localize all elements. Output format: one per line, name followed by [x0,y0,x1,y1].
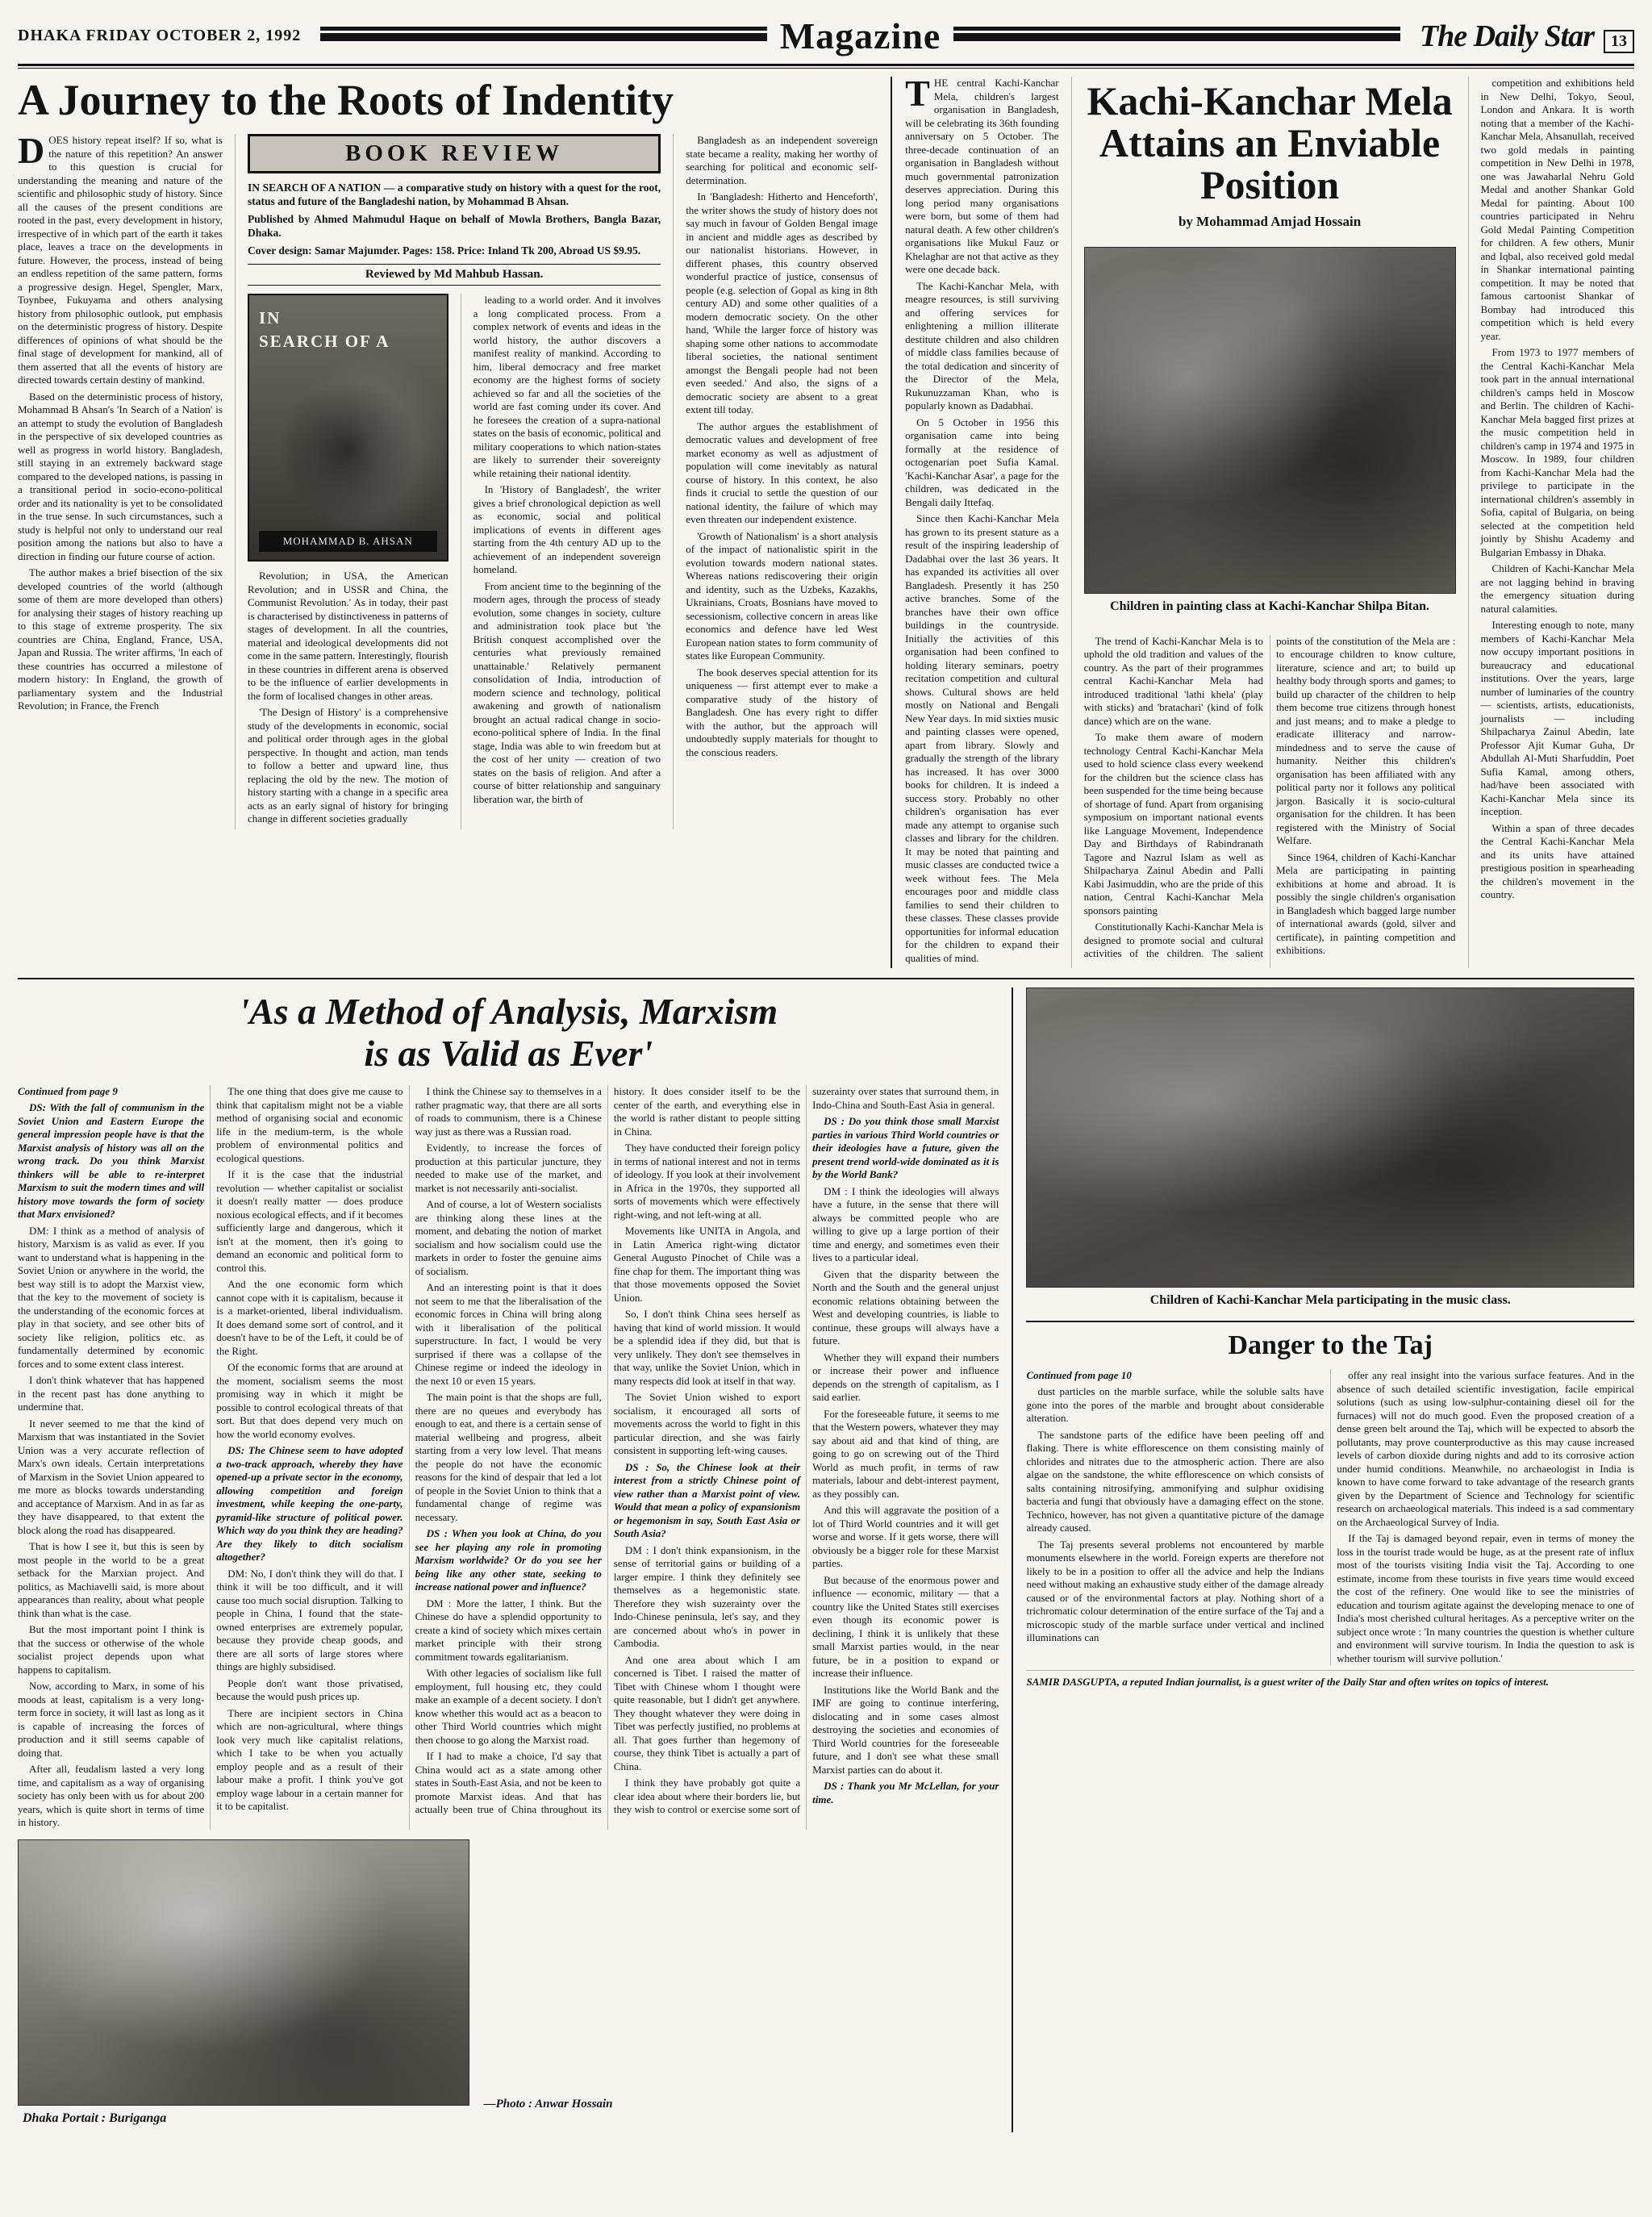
paragraph: DOES history repeat itself? If so, what is the nature of this repetition? An answer to this question is crucial for understanding the meaning and nature of the scientific and philosophic study of history. Since all the causes of the present conditions are rooted in the past, every development in history, irrespective of in which part of the earth it takes place, leaves a trace on the developments in future. However, the process, instead of being an endless repetition of the same pattern, forms a progressive design. Hegel, Spengler, Marx, Toynbee, Fukuyama and others analysing history from philosophic outlook, put emphasis on the deterministic progress of history. Despite differences of opinions of what should be the final stage of development for mankind, all of them asserted that all the events of history are directed towards certain destiny of mankind. [18,130,223,386]
paragraph: Children of Kachi-Kanchar Mela are not lagging behind in braving the emergency situation during natural calamities. [1480,562,1634,615]
buriganga-photo [18,1839,469,2106]
paragraph: DS : Do you think those small Marxist parties in various Third World countries or their ideologies have a future, given the present trend world-wide dominated as it is by the World Bank? [812,1115,999,1181]
paragraph: leading to a world order. And it involves a long complicated process. From a complex network of events and ideas in the world history, the author discovers a manifest reality of mankind. According to him, liberal democracy and free market economy are the highest forms of society achieved so far and all the societies of the world are fast coming under its cover. And he foresees the creation of a supra-national states on the basis of economic, political and military cooperations to which nation-states are likely to surrender their sovereignty while retaining their national identity. [473,294,661,479]
paragraph: DS : Thank you Mr McLellan, for your time. [812,1780,999,1806]
paragraph: DM: I think as a method of analysis of history, Marxism is as valid as ever. If you want to understand what is happening in the Soviet Union or anywhere in the world, the best way still is to adopt the Marxist view, that the key to the movement of society is the understanding of the economic forces at play in that society, and see other bits of society like religion, politics etc. as fundamentally determined by economic forces and to some extent class interest. [18,1224,205,1370]
paragraph: The author makes a brief bisection of the six developed countries of the world (although some of them are more developed than others) for analysing their stages of history reaching up to this stage of extreme prosperity. The six countries are China, England, France, USA, Japan and Russia. The writer affirms, 'In each of these countries has occurred a milestone of modern history: In England, the growth of parliamentary system and the Industrial Revolution; in France, the French [18,566,223,712]
paragraph: It never seemed to me that the kind of Marxism that was instantiated in the Soviet Union was a very accurate reflection of Marx's own ideals. Certain interpretations of Marxism in the Soviet Union appeared to me more as blocks towards understanding and acceptance of Marxism. And in as far as they have disappeared, to that extent the block along the road has disappeared. [18,1417,205,1536]
paragraph: The Taj presents several problems not encountered by marble monuments elsewhere in the world. Foreign experts are therefore not likely to be in a position to offer all the advice and help the Indians need without making an exhaustive study either of the damage already caused or of the environmental factors at play. Nothing short of a trichromatic colour determination of the entire surface of the Taj and a microscopic study of the marble surface under vertical and inclined illuminations can [1026,1538,1325,1644]
author-signature: SAMIR DASGUPTA, a reputed Indian journalist, is a guest writer of the Daily Star and often writes on topics of interest. [1026,1670,1634,1689]
headline-line2: is as Valid as Ever' [364,1032,653,1074]
kachi-head [1084,77,1456,247]
banner-rule-right [953,31,1400,41]
music-class-photo-figure [1026,987,1634,1314]
book-review-work: IN SEARCH OF A NATION — a comparative study on history with a quest for the root, status and future of the Bangladeshi nation, by Mohammad B Ahsan. [247,182,661,207]
book-review-banner: BOOK REVIEW [248,134,661,173]
paragraph: Bangladesh as an independent sovereign state became a reality, making her worthy of searching for political and economic self-determination. [686,134,878,186]
paragraph: Movements like UNITA in Angola, and in Latin America right-wing dictator General Augusto Pinochet of Chile was a fine chap for them. The important thing was that those movements opposed the Soviet Union. [613,1225,801,1304]
paragraph: Of the economic forms that are around at the moment, socialism seems the most promising way in which it might be possible to control ecological threats of that sort. But that does depend very much on how the world economy evolves. [216,1361,403,1440]
paragraph: With other legacies of socialism like full employment, full housing etc, they could make an example of a decent society. I don't know whether this would act as a beacon to other Third World countries which might then choose to go along the Marxist road. [415,1667,602,1746]
paragraph: Evidently, to increase the forces of production at this particular juncture, they needed to make use of the market, and market is not necessarily anti-socialist. [415,1142,602,1194]
paragraph: DM : I don't think expansionism, in the sense of territorial gains or building of a larger empire. I think they definitely see themselves as a hegemonistic state. Therefore they wish suzerainty over the Indo-Chinese peninsula, let's say, and they are concerned about who's in power in Cambodia. [613,1543,801,1650]
paragraph: From 1973 to 1977 members of the Central Kachi-Kanchar Mela took part in the annual international children's camps held in Moscow and Berlin. The children of Kachi-Kanchar Mela bagged first prizes at the music competition held in children's camp in 1974 and 1975 in Moscow. In 1989, four children from Kachi-Kanchar Mela had the privilege to participate in the international children's assembly in Sofia, capital of Bulgaria, on being selected at the competition held jointly by Shishu Academy and Bulgarian Embassy in Dhaka. [1480,346,1634,558]
paragraph: And this will aggravate the position of a lot of Third World countries and it will get worse and worse. If it gets worse, there will obviously be a bigger role for these Marxist parties. [812,1504,999,1570]
paragraph: The one thing that does give me cause to think that capitalism might not be a viable method of organising social and economic life in the medium-term, is the whole problem of environmental politics and ecological questions. [216,1085,403,1164]
paragraph: I don't think whatever that has happened in the recent past has done anything to undermine that. [18,1374,205,1413]
paragraph: From ancient time to the beginning of the modern ages, through the process of steady evolution, some changes in society, culture and administration took place but 'the British conquest accomplished over the centuries what previously remained unattainable.' Relatively permanent consolidation of India, introduction of modern science and technology, political awakening and growth of nationalism brought an actual radical change in socio-econo-political sphere of India. In the final stage, India was able to win freedom but at the cost of her unity — creation of two states on the basis of religion. And after a course of bitter relationship and sanguinary liberation war, the birth of [473,579,661,805]
dateline: DHAKA FRIDAY OCTOBER 2, 1992 [18,27,302,44]
book-cover-image [248,294,448,562]
journey-columns [18,130,878,829]
page-header [18,11,1634,64]
article-kachi-kanchar [891,73,1634,968]
journey-column-1 [18,130,223,829]
taj-text-flow [1026,1369,1634,1665]
banner-rule-left [320,31,767,41]
paragraph: That is how I see it, but this is seen by most people in the world to be a great setback for the Marxian project. And politics, as Machiavelli said, is more about appearances than reality, about what people think than what is the case. [18,1540,205,1619]
paragraph: For the foreseeable future, it seems to me that the Western powers, whatever they may say about aid and that kind of thing, are going to go on screwing out of the Third World as much profit, in terms of raw materials, labour and debt-interest payment, as they possibly can. [812,1407,999,1500]
book-cover-author: MOHAMMAD B. AHSAN [259,531,437,552]
paragraph: Whether they will expand their numbers or increase their power and influence depends on the strength of capitalism, as I said earlier. [812,1351,999,1404]
page-number: 13 [1604,30,1634,53]
book-cover-title-line2: SEARCH OF A [258,331,390,351]
paragraph: Institutions like the World Bank and the IMF are going to continue interfering, dislocating and in some cases almost destroying the societies and economies of Third World countries for the foreseeable future, and I don't see what these small Marxist parties can do about it. [812,1683,999,1776]
paragraph: DS: With the fall of communism in the Soviet Union and Eastern Europe the general impression people have is that the Marxist analysis of history was all on the wrong track. Do you think Marxist thinkers will be able to re-interpret Marxism to suit the modern times and will history move towards the form of society that Marx envisioned? [18,1101,205,1221]
paragraph: DM : More the latter, I think. But the Chinese do have a splendid opportunity to create a kind of society which mixes certain market principle with their strong commitment towards egalitarianism. [415,1597,602,1663]
continued-from-note: Continued from page 9 [18,1085,118,1098]
masthead [1420,19,1634,54]
paragraph: But the most important point I think is that the success or otherwise of the whole socialist project depends upon what happens to capitalism. [18,1623,205,1676]
marxism-text-flow [18,1085,999,1830]
journey-column-3 [461,294,661,829]
paragraph: And the one economic form which cannot cope with it is capitalism, because it is a market-oriented, liberal individualism. It does demand some sort of control, and it doesn't have to be of the Left, it could be of the Right. [216,1278,403,1357]
paragraph: There are incipient sectors in China which are non-agricultural, where things look very much like capitalist relations, which I take to be when you actually employ people and as a result of their labour make a profit. I think you've got employ wage labour in a certain manner for it to be capitalist. [216,1706,403,1813]
paragraph: DS : When you look at China, do you see her playing any role in promoting Marxism worldwide? Or do you see her being like any other state, seeking to increase national power and influence? [415,1527,602,1593]
article-byline: by Mohammad Amjad Hossain [1178,214,1362,229]
kachi-columns [905,73,1634,968]
paragraph: DS: The Chinese seem to have adopted a two-track approach, whereby they have opened-up a private sector in the economy, allowing competition and foreign investment, while keeping the one-party, pyramid-like structure of political power. Which way do you think they are heading? Are they likely to ditch socialism altogether? [216,1444,403,1564]
paragraph: They have conducted their foreign policy in terms of national interest and not in terms of ideology. If you look at their involvement in Africa in the 1970s, they supported all sorts of movements which were effectively right-wing, and not left-wing at all. [613,1142,801,1221]
continued-from-note: Continued from page 10 [1026,1369,1132,1382]
bottom-row [18,978,1634,2132]
paragraph: If I had to make a choice, I'd say that China would act as a state among other states in South-East Asia, and not be keen to promote Marxist ideas. And that has actually been true of China throughout its history. It does consider itself to be the center of the earth, and everything else in the world is rather distant to people sitting in China. [415,1085,801,1816]
journey-column-2-text [248,570,448,826]
painting-class-photo [1084,247,1456,594]
book-cover-title [259,307,437,353]
book-cover-title-line1: IN [258,308,282,328]
paragraph: Since 1964, children of Kachi-Kanchar Mela are participating in painting exhibitions at home and abroad. It is possibly the single children's organisation in Bangladesh which bagged large number of international awards (gold, silver and certificate), in painting competition and exhibitions. [1276,850,1456,957]
music-class-photo-caption: Children of Kachi-Kanchar Mela participating in the music class. [1149,1293,1511,1307]
journey-column-2 [248,294,448,829]
paragraph: 'Growth of Nationalism' is a short analysis of the impact of nationalistic spirit in the evolution towards modern national states. Whereas nations rediscovering their origin and identity, such as the Uzbeks, Kazakhs, Ukrainians, Croats, Bosnians have moved to secessionism, collective concern in areas like economics and defence have led West European nation states to form community of states like European Community. [686,529,878,662]
buriganga-photo-caption: Dhaka Portait : Buriganga [23,2111,167,2125]
kachi-column-4 [1468,77,1634,968]
header-rule [18,64,1634,69]
paragraph: And an interesting point is that it does not seem to me that the liberalisation of the economic forces in China will bring along with it liberalisation of the political superstructure. In fact, I would be very surprised if there was a collapse of the Chinese regime or indeed the ideology in the next 10 or even 15 years. [415,1281,602,1387]
article-marxism-interview [18,987,1012,2132]
masthead-logo: The Daily Star [1419,19,1594,53]
taj-paragraphs [1026,1369,1634,1665]
paragraph: DM : I think the ideologies will always have a future, in the sense that there will always be committed people who are willing to give up a large portion of their time and energy, and sometimes even their lives to a particular ideal. [812,1184,999,1264]
music-class-photo [1026,987,1634,1288]
paragraph: To make them aware of modern technology Central Kachi-Kanchar Mela used to hold science class every weekend for the children but the science class has been suspended for the time being because of shortage of fund. Apart from organising symposium on important national events like Language Movement, Independence Day and Birthdays of Rabindranath Tagore and Nazrul Islam as well as Shilpacharya Zainul Abedin and Palli Kabi Jasimuddin, who are the pride of this nation, Central Kachi-Kanchar Mela sponsors painting [1083,731,1264,916]
journey-middle [235,134,661,829]
paragraph: If the Taj is damaged beyond repair, even in terms of money the loss in the tourist trade would be huge, as at the present rate of influx most of the tourists visiting India visit the Taj. According to one estimate, income from these tourists in five years time would exceed the cost of the refinery. One would like to see the ministries of education and tourism agitate against the developing menace to one of India's most cherished cultural heritages. As a perceptive writer on the subject once wrote : 'In many countries the question is whether culture and environment will survive tourism. In India the question to ask is whether tourism will survive pollution.' [1337,1532,1634,1664]
paragraph: And of course, a lot of Western socialists are thinking along these lines at the moment, and debating the notion of market socialism and how socialism could use the markets in order to foster the genuine aims of socialism. [415,1198,602,1277]
paragraph: The book deserves special attention for its uniqueness — first attempt ever to make a comparative study of the history of Bangladesh. One has every right to differ with the author, but the approach will undoubtedly supply materials for thought to the conscious readers. [686,666,878,758]
paragraph: THE central Kachi-Kanchar Mela, children's largest organisation in Bangladesh, will be celebrating its 36th founding anniversary on 5 October. The three-decade continuation of an organisation in Bangladesh without much governmental patronization deserves appreciation. During this long period many organisations were born, but some of them had natural death. A few other children's organisations like Mukul Fauz or Khelaghar are not that active as they were one decade back. [905,73,1059,275]
paragraph: If it is the case that the industrial revolution — whether capitalist or socialist it doesn't really matter — does produce noxious ecological effects, and if it becomes sufficiently large and dangerous, which it isn't at the moment, then it's going to demand an economic and political form to control this. [216,1168,403,1274]
section-title: Magazine [779,15,941,56]
paragraph: And one area about which I am concerned is Tibet. I raised the matter of Tibet with Chinese whom I thought were quite reasonable, but I didn't get anywhere. They thought whatever they were doing in Tibet was perfectly justified, no problems at all. That goes further than hegemony of course, they think Tibet is actually a part of China. [613,1653,801,1772]
section-banner [320,15,1400,57]
article-headline: Danger to the Taj [1228,1330,1433,1361]
paragraph: The Kachi-Kanchar Mela, with meagre resources, is still surviving and offering services for enlightening a million illiterate destitute children and also children of middle class families because of the total dedication and sincerity of the Director of the Mela, Rukunuzzaman Khan, who is popularly known as Dadabhai. [905,279,1059,411]
paragraph: Given that the disparity between the North and the South and the general unjust economic relations obtaining between the West and developing countries, is liable to continue, these groups will always have a future. [812,1267,999,1347]
paragraph: The sandstone parts of the edifice have been peeling off and flaking. There is white efflorescence on them consisting mainly of chlorides and nitrates due to the atmospheric action. There are also algae on the sandstone, the white efflorescence on which consists of salts containing nitrosifying, ammonifying and sulphur oxidising bacteria and fungi that obviously have a damaging effect on the stone. Technico, however, has not given a quantitative picture of the damage already caused. [1026,1428,1325,1534]
paragraph: Since then Kachi-Kanchar Mela has grown to its present stature as a result of the inspiring leadership of Dadabhai over the last 36 years. It has expanded its activities all over Bangladesh. Presently it has 250 active branches. Some of the branches have their own office buildings in the countryside. Initially the activities of this organisation had been confined to holding literary seminars, poetry recitation competition and cultural shows. Cultural shows are held mostly on National and Bengali New Year days. In mid sixties music and painting classes were opened, apart from library. Slowly and gradually the strength of the library has increased. It has over 3000 books for children. It is indeed a success story. Probably no other children's organisation has ever made any attempt to organise such classes and library for the children. It may be noted that painting and music classes are conducted twice a week without fees. The Mela encourages poor and middle class families to send their children to these classes. These classes provide opportunities for informal education for the children to expand their qualities of mind. [905,512,1059,964]
paragraph: The author argues the establishment of democratic values and development of free market economy as well as adjustment of population will come inevitably as natural course of history. In this context, he also finds it crucial to settle the question of our national identity, the failure of which may even threaten our independent existence. [686,420,878,526]
paragraph: 'The Design of History' is a comprehensive study of the developments in economic, social and political order through ages in the global perspective. In thought and action, man tends to follow a better and upward line, thus replacing the old by the new. The motion of history starting with a change in a specific area acts as an early signal of history for bringing change in different societies gradually [247,706,448,825]
journey-middle-columns [248,294,661,829]
paragraph: Within a span of three decades the Central Kachi-Kanchar Mela and its units have attained prestigious position in spearheading the children's movement in the country. [1480,821,1634,900]
headline-line1: 'As a Method of Analysis, Marxism [239,991,778,1032]
paragraph: After all, feudalism lasted a very long time, and capitalism as a way of organising society has only been with us for about 200 years, which is quite short in terms of time in history. [18,1763,205,1829]
book-review-details: Cover design: Samar Majumder. Pages: 158. Price: Inland Tk 200, Abroad US $9.95. [247,244,641,257]
paragraph: In 'History of Bangladesh', the writer gives a brief chronological depiction as well as economic, social and political implications of events in different ages starting from the 4th century AD up to the achievement of an independent sovereign homeland. [473,483,661,576]
article-headline: A Journey to the Roots of Indentity [18,76,674,124]
journey-column-4 [673,134,878,829]
paragraph: I think they have probably got quite a clear idea about where their borders lie, but they wish to control or exercise some sort of suzerainty over states that surround them, in Indo-China and South-East Asia in general. [613,1085,999,1816]
paragraph: In 'Bangladesh: Hitherto and Henceforth', the writer shows the study of history does not say much in favour of Golden Bengal image in ancient and middle ages as described by our nationalist historians. However, in different phases, this country observed wonderful practice of justice, consensus of people (e.g. selection of Gopal as king in 8th century AD) and some other qualities of a modern democratic society. On the other hand, 'While the larger force of history was shaping some other nations to accommodate liberal societies, the national sentiment amongst the Bengali people had not been even seeded.' And also, the signs of a democratic society are absent to a great extent till today. [686,190,878,416]
reviewed-by: Reviewed by Md Mahbub Hassan. [248,264,661,286]
buriganga-photo-figure [18,1839,469,2132]
paragraph: People don't want those privatised, because the would push prices up. [216,1676,403,1703]
book-review-info [248,182,661,257]
painting-class-photo-figure [1084,247,1456,628]
paragraph: Constitutionally Kachi-Kanchar Mela is designed to promote social and cultural activities of the children. The salient points of the constitution of the Mela are : to encourage children to know culture, literature, science and art; to build up healthy body through sports and games; to build up character of the children to help them become true citizens through honest and just means; and to make a pledge to eradicate illiteracy and narrow-mindedness and to serve the cause of humanity. Neither this children's organisation has been affiliated with any political party nor it follows any political jargon. Basically it is socio-cultural organisation for the children. It has been registered with the Ministry of Social Welfare. [1083,634,1456,960]
article-headline [18,987,999,1085]
paragraph: competition and exhibitions held in New Delhi, Tokyo, Seoul, London and Ankara. It is worth noting that a member of the Kachi-Kanchar Mela, Ahsanullah, received two gold medals in painting competition in New Delhi in 1978, one was Jawaharlal Nehru Gold Medal and another Shankar Gold Medal for painting. About 100 countries participated in Nehru Gold Medal Painting Competition for children. A few others, Munir and Iqbal, also received gold medal in Shankar international painting competition. It may be noted that famous cartoonist Shankar of Bombay had introduced this competition which is held every year. [1480,77,1634,342]
article-journey-roots [18,77,891,968]
paragraph: dust particles on the marble surface, while the soluble salts have gone into the pores of the marble and brought about considerable alteration. [1026,1385,1325,1425]
article-headline: Kachi-Kanchar Mela Attains an Enviable Position [1087,78,1453,207]
paragraph: So, I don't think China sees herself as having that kind of world mission. It would be a splendid idea if they did, but that is very unlikely. They don't see themselves in that way, unlike the Soviet Union, which in many respects did look at itself in that way. [613,1308,801,1387]
paragraph: Revolution; in USA, the American Revolution; and in USSR and China, the Communist Revolution.' As in today, their past is characterised by distinctiveness in patterns of stages of development. In all the countries, material and ideological developments did not come in the same pattern. Interestingly, flourish in these countries in different arena is observed to be the influence of earlier developments in the form of localised changes in other areas. [247,570,448,702]
paragraph: On 5 October in 1956 this organisation came into being formally at the residence of octogenarian poet Sufia Kamal. 'Kachi-Kanchar Asar', a page for the children, was dedicated in the Bengali daily Ittefaq. [905,415,1059,508]
article-danger-to-taj [1026,1321,1634,1689]
paragraph: But because of the enormous power and influence — economic, military — that a country like the United States still exercises even though its economic power is declining, I think it is unlikely that these small Marxist parties would, in the near future, be in a position to expand or increase their influence. [812,1573,999,1680]
buriganga-photo-row [18,1839,999,2132]
paragraph: offer any real insight into the various surface features. And in the absence of such detailed scientific investigation, facile empirical solutions (such as using low-sulphur-containing diesel oil for the furnaces) will not do much good. Even the proposed creation of a dense green belt around the Taj, which will be expected to absorb the pollutants, may prove counterproductive as this may cause increased levels of carbon dioxide during nights and add to its corrosive action under humid conditions. Meanwhile, no archaeologist in India is known to have come forward to take advantage of the research grants given by the Department of Science and Technology for scientific research on archaeological materials. This indeed is a sad commentary on the Archaeological Survey of India. [1337,1369,1634,1528]
painting-class-photo-caption: Children in painting class at Kachi-Kanchar Shilpa Bitan. [1110,599,1430,614]
book-cover-figure [273,362,423,521]
paragraph: Based on the deterministic process of history, Mohammad B Ahsan's 'In Search of a Nation' is an attempt to study the evolution of Bangladesh in the perspective of six developed countries as well as progress in world history. Bangladesh, still staying in an extremely backward stage compared to the developed nations, is passing in a transitional period in socio-econo-political order and its nationality is yet to be consolidated in the true sense. In such circumstances, such a study is helpful not only to understand our real position among the nations but also to have a direction in finding our future course of action. [18,390,223,562]
paragraph: I think the Chinese say to themselves in a rather pragmatic way, that there are all sorts of roads to communism, there is a Chinese way just as there was a Russian road. [415,1085,602,1138]
book-review-publisher: Published by Ahmed Mahmudul Haque on behalf of Mowla Brothers, Bangla Bazar, Dhaka. [247,212,661,239]
kachi-below-photo-text [1084,628,1456,968]
photo-credit: —Photo : Anwar Hossain [483,2097,613,2111]
top-row [18,73,1634,968]
paragraph: The main point is that the shops are full, there are no queues and everybody has enough to eat, and there is a certain sense of material wellbeing and progress, albeit starting from a very low level. That means the people do not have the economic reasons for the kind of despair that led a lot of people in the Soviet Union to think that a fundamental change of regime was necessary. [415,1391,602,1523]
paragraph: DS : So, the Chinese look at their interest from a strictly Chinese point of view rather than a Marxist point of view. Would that mean a policy of expansionism or hegemonism in say, South East Asia or South Asia? [613,1460,801,1540]
paragraph: The trend of Kachi-Kanchar Mela is to uphold the old tradition and values of the country. As the part of their programmes central Kachi-Kanchar Mela had introduced traditional 'lathi khela' (play with sticks) and 'bratachari' (kind of folk dance) which are on the wane. [1083,634,1264,727]
marxism-paragraphs [18,1085,999,1830]
right-bottom-column [1012,987,1634,2132]
paragraph: DM: No, I don't think they will do that. I think it will be too difficult, and it will cause too much social disruption. Talking to people in China, I found that the state-owned enterprises are extremely popular, because they provide cheap goods, and there are all sorts of large stores where things are highly subsidised. [216,1567,403,1673]
paragraph: Interesting enough to note, many members of Kachi-Kanchar Mela now occupy important positions in bureaucracy and educational institutions. Over the years, large number of luminaries of the country — scientists, artists, educationists, journalists — including Shilpacharya Zainul Abedin, late Professor Ajit Kumar Guha, Dr Abdullah Al-Muti Sharfuddin, Poet Sufia Kamal, among others, had/have been associated with Kachi-Kanchar Mela since its inception. [1480,619,1634,817]
paragraph: The Soviet Union wished to export socialism, it encouraged all sorts of movements across the world to fight in this particular direction, and she was fairly consistent in supporting left-wing causes. [613,1391,801,1457]
kachi-column-1 [905,73,1071,968]
paragraph: Now, according to Marx, in some of his moods at least, capitalism is a very long-term force in society, it will last as long as it is capable of increasing the forces of production and it still seems capable of doing that. [18,1680,205,1759]
